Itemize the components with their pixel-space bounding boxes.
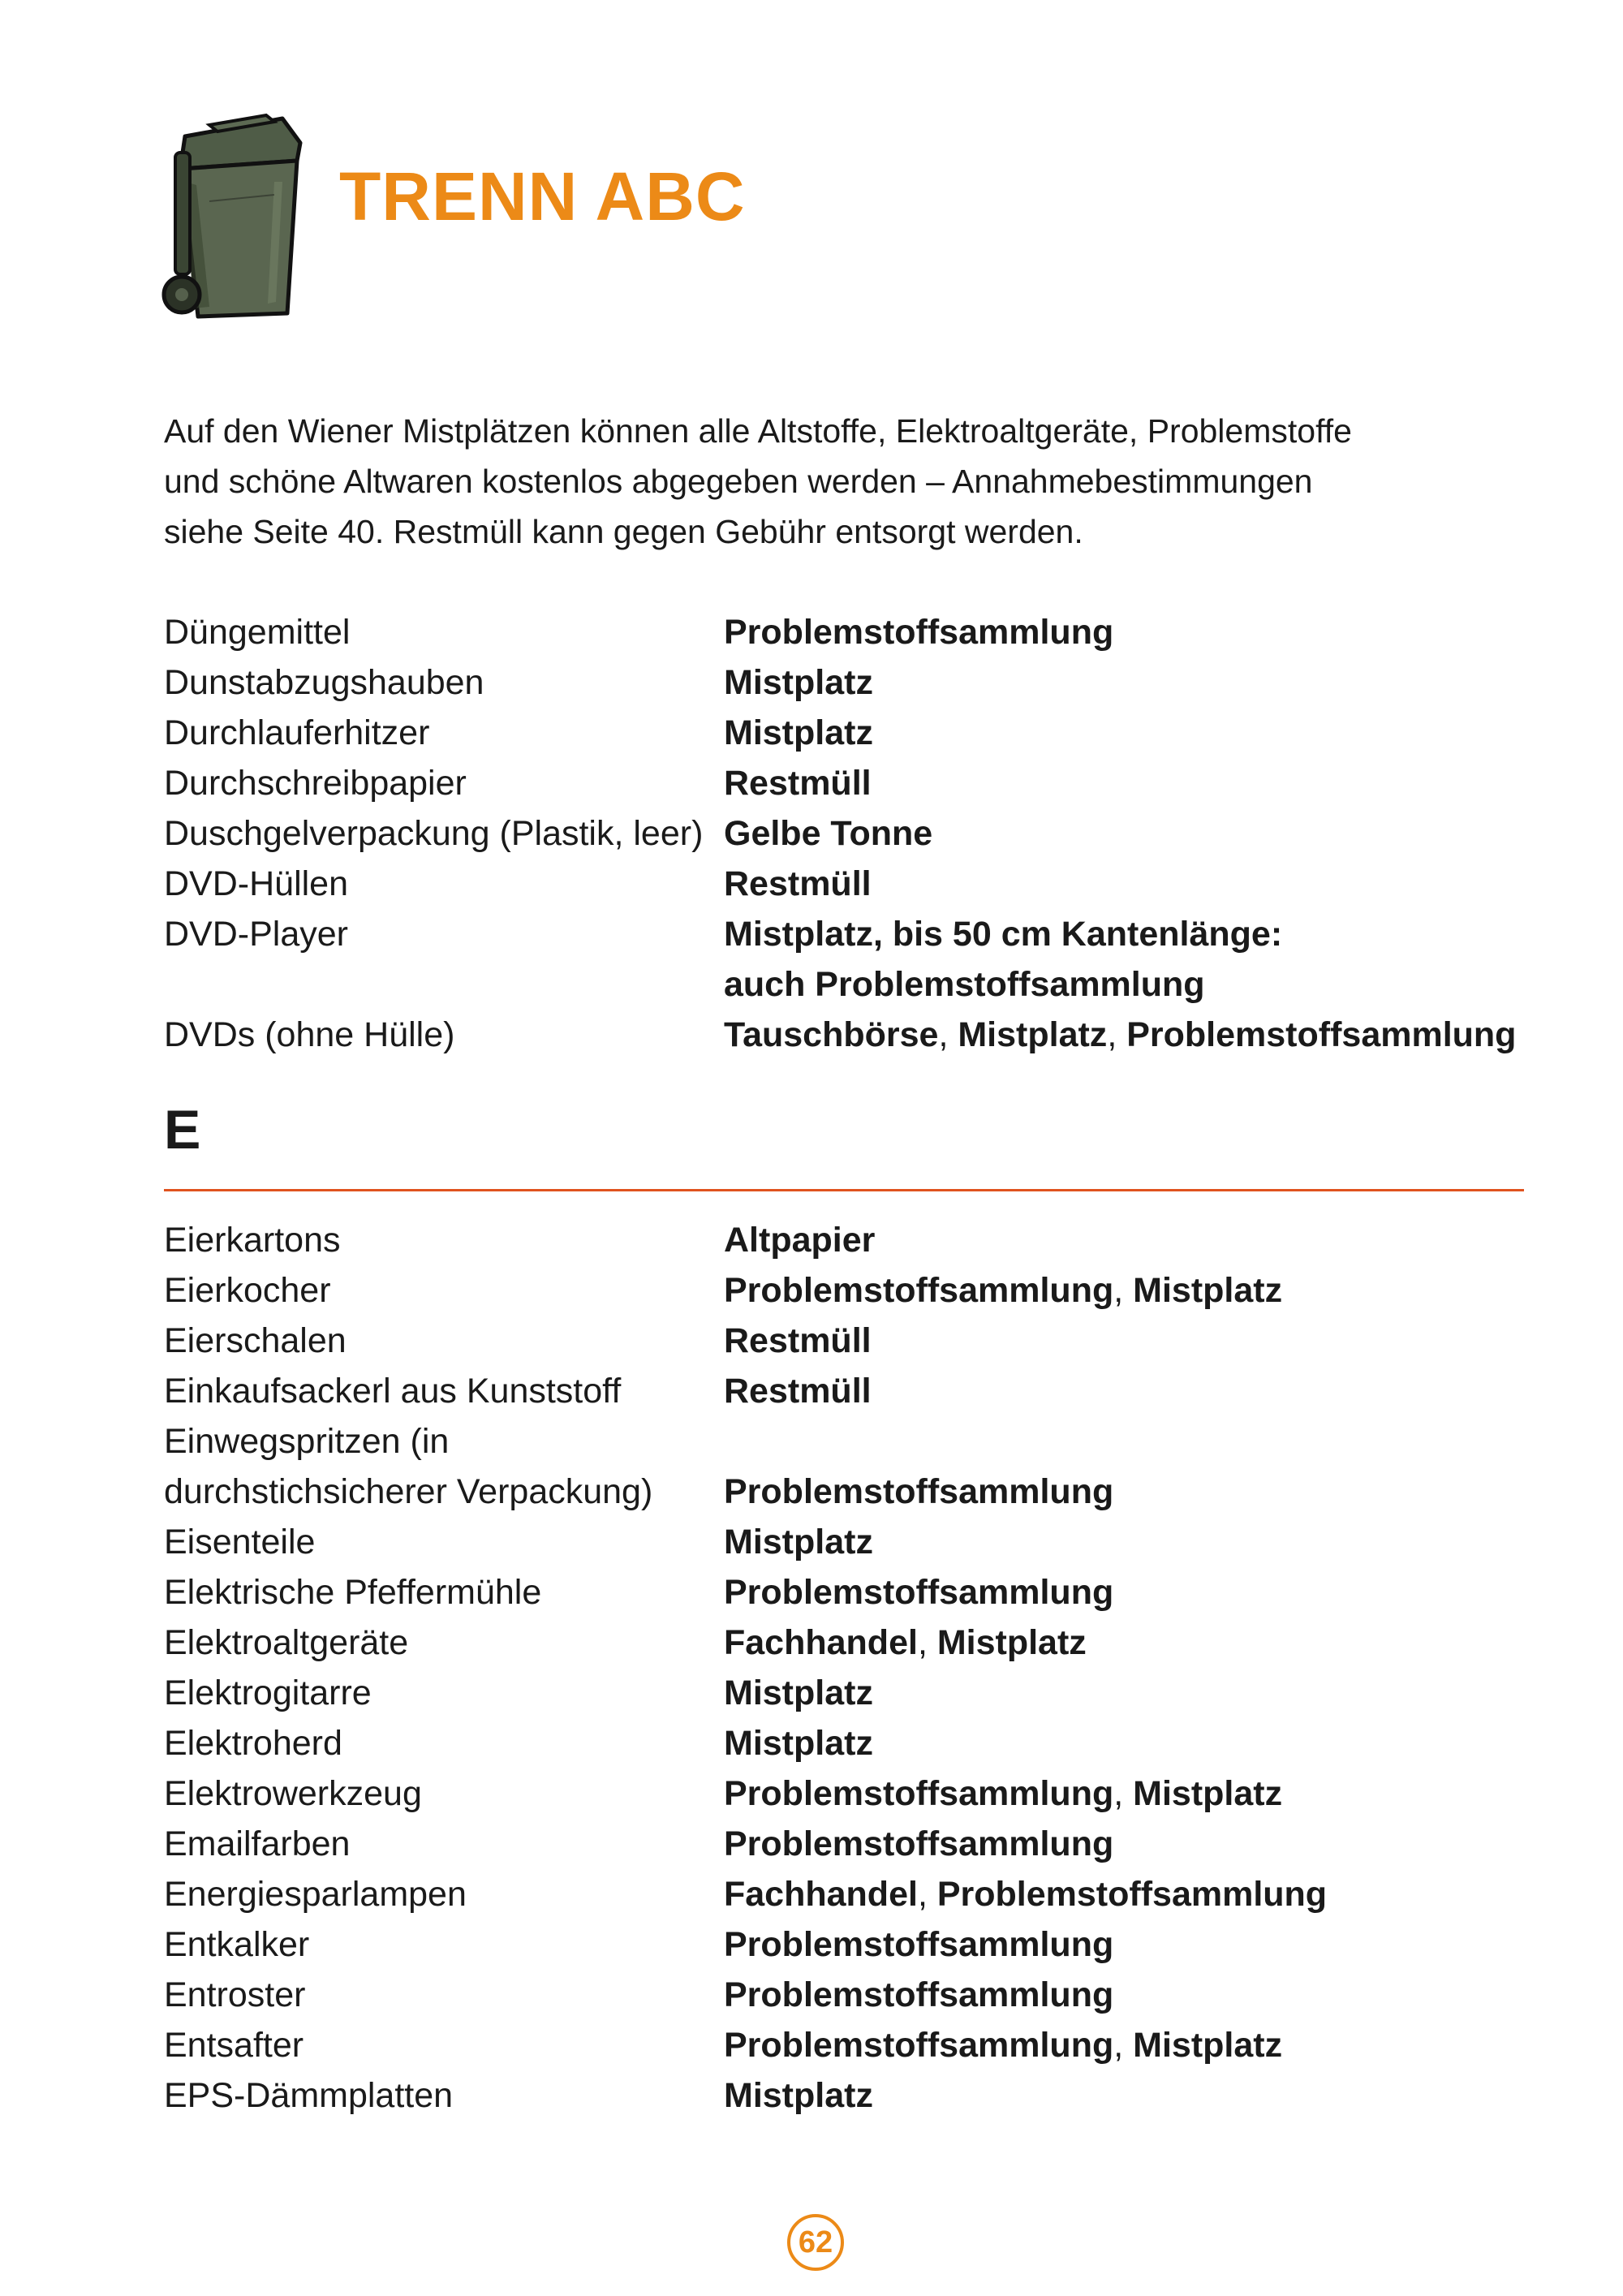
list-item: [164, 1366, 1560, 1416]
item-destination-part: Mistplatz: [724, 1724, 873, 1763]
item-destination-part: Problemstoffsammlung: [724, 1925, 1114, 1964]
item-destination: [724, 2070, 873, 2121]
item-destination: [724, 1819, 1113, 1869]
list-item: [164, 1919, 1560, 1970]
item-destination-line: [724, 2070, 873, 2121]
item-term: [164, 2070, 724, 2121]
item-destination-line: [724, 607, 1113, 657]
item-destination-part: Tauschbörse: [724, 1015, 939, 1054]
item-term-line: Elektrowerkzeug: [164, 1774, 422, 1813]
page-number: 62: [787, 2214, 844, 2271]
item-destination-part: Restmüll: [724, 764, 872, 803]
list-item: [164, 909, 1560, 1010]
item-term: [164, 1265, 724, 1316]
item-term: [164, 808, 724, 859]
item-term: [164, 1819, 724, 1869]
item-destination-part: Problemstoffsammlung: [724, 1975, 1114, 2014]
item-term: [164, 1768, 724, 1819]
list-item: [164, 758, 1560, 808]
entry-list-e: [164, 1215, 1560, 2121]
list-item: [164, 1768, 1560, 1819]
item-destination: [724, 808, 932, 859]
item-destination-part: Problemstoffsammlung: [936, 1875, 1328, 1914]
intro-line: Auf den Wiener Mistplätzen können alle Altstoffe, Elektroaltgeräte, Problemstoffe: [164, 412, 1352, 450]
item-destination-line: Tauschbörse, Mistplatz, Problemstoffsammlung: [724, 1015, 1517, 1054]
list-item: [164, 1265, 1560, 1316]
item-destination: [724, 1010, 1516, 1060]
item-destination: [724, 1869, 1327, 1919]
section-letter: E: [164, 1099, 201, 1161]
item-destination: [724, 1718, 873, 1768]
item-term: [164, 708, 724, 758]
item-term-line: Eierschalen: [164, 1321, 347, 1360]
item-term-line: Einwegspritzen (in: [164, 1422, 450, 1461]
item-term: [164, 657, 724, 708]
item-term-line: Elektrogitarre: [164, 1674, 372, 1712]
waste-bin-icon: [161, 104, 305, 323]
item-destination-line: [724, 1567, 1113, 1618]
item-destination-part: Mistplatz: [1133, 2026, 1283, 2065]
item-destination-part: Mistplatz: [724, 2076, 873, 2115]
item-destination: [724, 758, 872, 808]
item-term: [164, 1869, 724, 1919]
list-item: [164, 1970, 1560, 2020]
item-term-line: Durchlauferhitzer: [164, 713, 430, 752]
item-destination-line: [724, 859, 872, 909]
item-term: [164, 1215, 724, 1265]
item-term-line: Energiesparlampen: [164, 1875, 467, 1914]
item-term-line: Entroster: [164, 1975, 306, 2014]
item-term: [164, 1618, 724, 1668]
item-destination-line: [724, 1819, 1113, 1869]
item-destination: [724, 1919, 1113, 1970]
item-term-line: Elektroaltgeräte: [164, 1623, 409, 1662]
item-destination-part: Mistplatz: [958, 1015, 1108, 1054]
item-term: [164, 1366, 724, 1416]
item-destination: [724, 1265, 1282, 1316]
item-term: [164, 1517, 724, 1567]
list-item: [164, 1215, 1560, 1265]
item-destination: [724, 657, 873, 708]
entry-list-d: [164, 607, 1560, 1060]
item-destination-line: [724, 1668, 873, 1718]
item-term-line: Entkalker: [164, 1925, 310, 1964]
item-destination: [724, 1668, 873, 1718]
item-term: [164, 607, 724, 657]
list-item: [164, 808, 1560, 859]
item-destination-part: Mistplatz: [724, 713, 873, 752]
item-term: [164, 1668, 724, 1718]
item-term: [164, 1919, 724, 1970]
item-destination-part: Gelbe Tonne: [724, 814, 933, 853]
item-term: [164, 1416, 724, 1517]
item-destination: [724, 1366, 872, 1416]
item-destination-part: Mistplatz: [1133, 1774, 1283, 1813]
item-term: [164, 1567, 724, 1618]
item-destination-line: [724, 959, 1282, 1010]
item-destination-part: Problemstoffsammlung: [724, 1573, 1114, 1612]
item-destination: [724, 859, 872, 909]
item-term-line: EPS-Dämmplatten: [164, 2076, 454, 2115]
item-destination-part: Problemstoffsammlung: [724, 1774, 1114, 1813]
item-term: [164, 1010, 724, 1060]
list-item: [164, 2020, 1560, 2070]
item-destination: [724, 1768, 1282, 1819]
item-term: [164, 909, 724, 1010]
item-destination-part: Mistplatz, bis 50 cm Kantenlänge:: [724, 915, 1283, 954]
item-destination-line: [724, 1517, 873, 1567]
item-destination-line: [724, 657, 873, 708]
list-item: [164, 657, 1560, 708]
list-item: [164, 1718, 1560, 1768]
item-destination-line: [724, 708, 873, 758]
item-destination-part: Fachhandel: [724, 1623, 918, 1662]
item-destination-part: Restmüll: [724, 1372, 872, 1411]
item-term: [164, 1316, 724, 1366]
item-destination: [724, 1517, 873, 1567]
item-destination-part: Restmüll: [724, 864, 872, 903]
item-term: [164, 859, 724, 909]
item-destination-line: [724, 1970, 1113, 2020]
item-destination-line: [724, 1718, 873, 1768]
item-destination-part: Problemstoffsammlung: [1126, 1015, 1517, 1054]
item-destination-part: Mistplatz: [724, 663, 873, 702]
item-destination-line: [724, 1366, 872, 1416]
list-item: [164, 1668, 1560, 1718]
item-destination-part: Problemstoffsammlung: [724, 1271, 1114, 1310]
intro-line: und schöne Altwaren kostenlos abgegeben werden – Annahmebestimmungen: [164, 463, 1313, 500]
item-destination-line: Problemstoffsammlung, Mistplatz: [724, 2026, 1283, 2065]
item-destination: [724, 708, 873, 758]
list-item: [164, 1618, 1560, 1668]
item-destination-part: Mistplatz: [1133, 1271, 1283, 1310]
item-destination-part: Mistplatz: [936, 1623, 1087, 1662]
item-destination-part: Mistplatz: [724, 1674, 873, 1712]
item-destination: [724, 1567, 1113, 1618]
item-destination: [724, 1970, 1113, 2020]
list-item: [164, 607, 1560, 657]
item-term-line: Duschgelverpackung (Plastik, leer): [164, 814, 704, 853]
item-destination: [724, 909, 1282, 1010]
list-item: [164, 1316, 1560, 1366]
item-term-line: Elektroherd: [164, 1724, 342, 1763]
item-destination-part: Problemstoffsammlung: [724, 1472, 1114, 1511]
item-term-line: Elektrische Pfeffermühle: [164, 1573, 542, 1612]
list-item: [164, 1010, 1560, 1060]
item-destination-part: Problemstoffsammlung: [724, 613, 1114, 652]
item-destination: [724, 1618, 1087, 1668]
item-destination-line: [724, 1416, 1113, 1467]
item-destination-line: [724, 758, 872, 808]
item-destination-line: [724, 1316, 872, 1366]
item-term-line: Dunstabzugshauben: [164, 663, 484, 702]
item-destination: [724, 607, 1113, 657]
item-term-line: Düngemittel: [164, 613, 351, 652]
item-destination-line: Problemstoffsammlung, Mistplatz: [724, 1271, 1283, 1310]
page-title: TRENN ABC: [339, 158, 746, 235]
item-destination-line: Fachhandel, Mistplatz: [724, 1623, 1087, 1662]
item-destination-line: Fachhandel, Problemstoffsammlung: [724, 1875, 1328, 1914]
list-item: [164, 1517, 1560, 1567]
item-destination-part: Altpapier: [724, 1221, 876, 1260]
item-term-line: Einkaufsackerl aus Kunststoff: [164, 1372, 622, 1411]
list-item: [164, 859, 1560, 909]
list-item: [164, 1819, 1560, 1869]
item-destination-line: Problemstoffsammlung, Mistplatz: [724, 1774, 1283, 1813]
item-term-line: DVDs (ohne Hülle): [164, 1015, 455, 1054]
item-destination-line: [724, 808, 932, 859]
item-destination: [724, 2020, 1282, 2070]
item-term-line: DVD-Player: [164, 915, 348, 954]
list-item: [164, 708, 1560, 758]
item-destination-part: Fachhandel: [724, 1875, 918, 1914]
item-destination-part: Problemstoffsammlung: [724, 2026, 1114, 2065]
item-term-line: Eierkartons: [164, 1221, 341, 1260]
item-term-line: durchstichsicherer Verpackung): [164, 1472, 653, 1511]
item-destination-part: Problemstoffsammlung: [724, 1824, 1114, 1863]
item-destination: [724, 1316, 872, 1366]
item-destination-line: [724, 1215, 875, 1265]
list-item: [164, 2070, 1560, 2121]
item-term-line: Durchschreibpapier: [164, 764, 467, 803]
item-term-line: Emailfarben: [164, 1824, 351, 1863]
item-destination-part: Mistplatz: [724, 1523, 873, 1562]
item-destination-line: [724, 1919, 1113, 1970]
item-term: [164, 1970, 724, 2020]
intro-line: siehe Seite 40. Restmüll kann gegen Gebühr entsorgt werden.: [164, 513, 1083, 550]
list-item: [164, 1567, 1560, 1618]
item-term: [164, 1718, 724, 1768]
item-destination: [724, 1416, 1113, 1517]
intro-paragraph: [164, 406, 1543, 557]
item-term-line: Eierkocher: [164, 1271, 331, 1310]
item-destination-line: [724, 1467, 1113, 1517]
list-item: [164, 1869, 1560, 1919]
section-divider: [164, 1189, 1524, 1191]
item-destination-line: [724, 909, 1282, 959]
item-term: [164, 758, 724, 808]
item-destination-part: auch Problemstoffsammlung: [724, 965, 1205, 1004]
item-term-line: Eisenteile: [164, 1523, 316, 1562]
item-destination-part: Restmüll: [724, 1321, 872, 1360]
item-term-line: DVD-Hüllen: [164, 864, 349, 903]
item-term-line: Entsafter: [164, 2026, 304, 2065]
list-item: [164, 1416, 1560, 1517]
item-term: [164, 2020, 724, 2070]
item-destination: [724, 1215, 875, 1265]
